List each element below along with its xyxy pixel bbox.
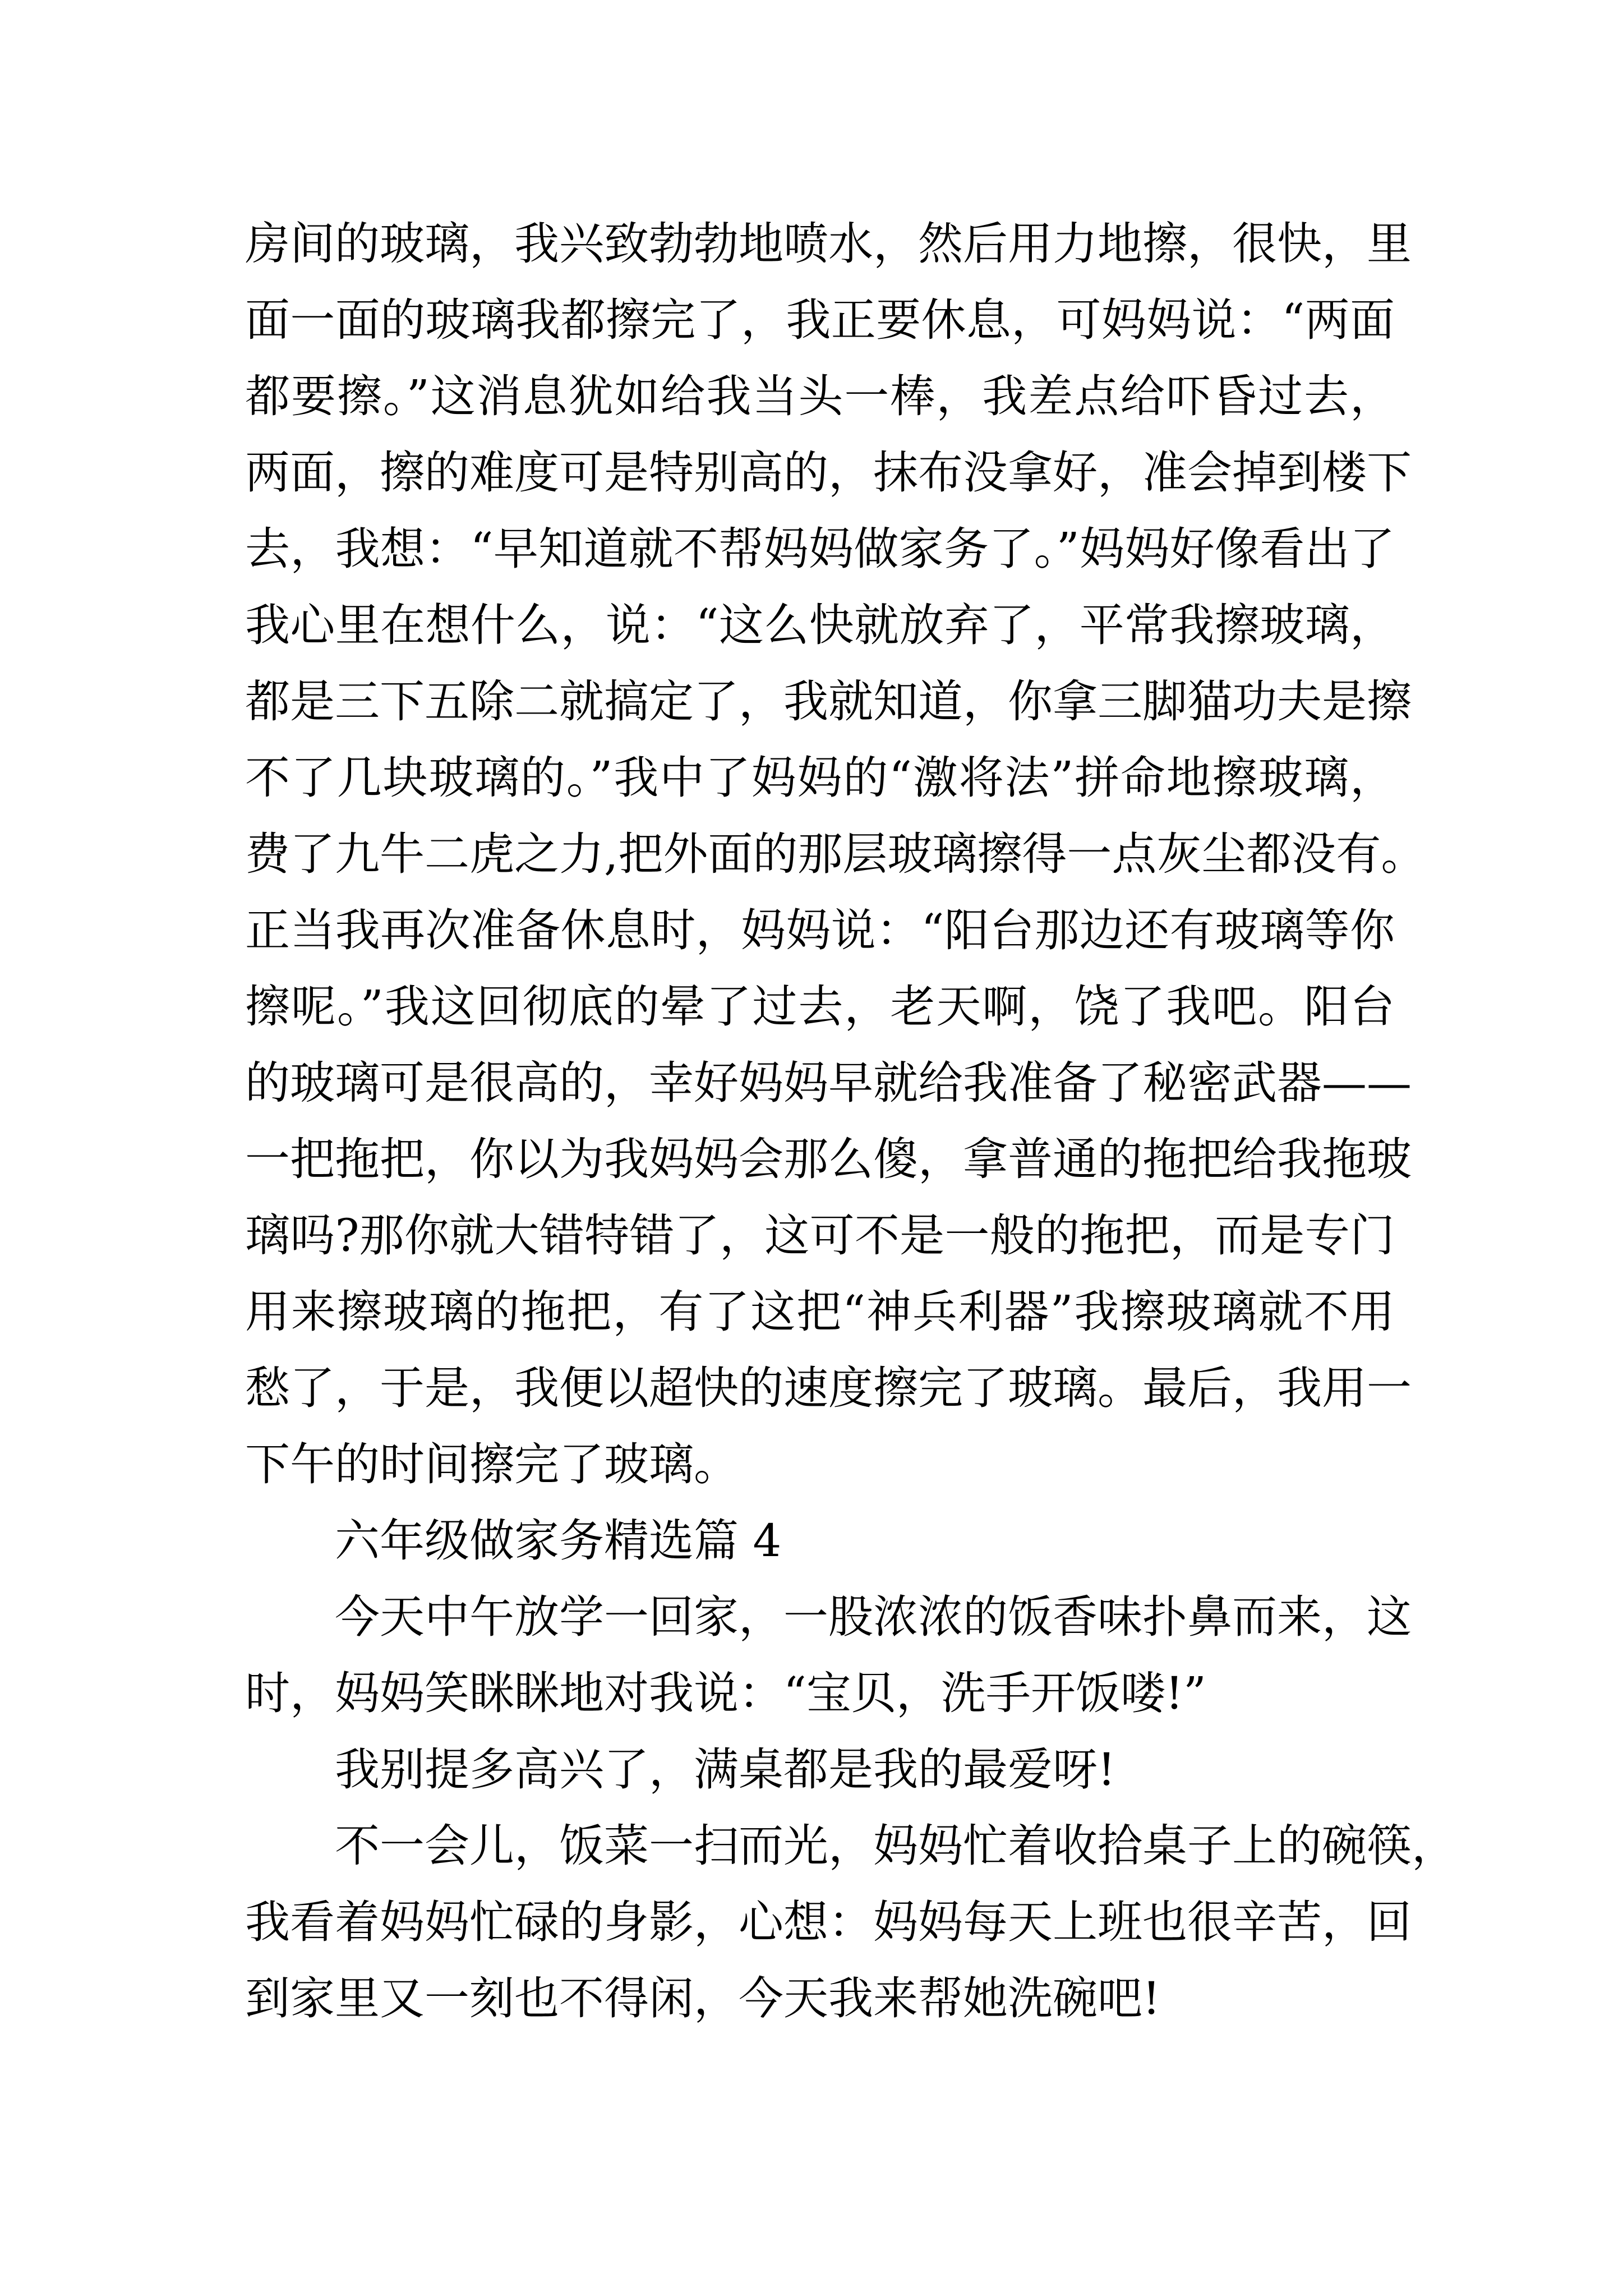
section-heading: 六年级做家务精选篇 4 xyxy=(335,1515,782,1567)
text-line: 正当我再次准备休息时，妈妈说：“阳台那边还有玻璃等你 xyxy=(245,904,1395,956)
text-line: 不一会儿，饭菜一扫而光，妈妈忙着收拾桌子上的碗筷， xyxy=(335,1820,1456,1872)
text-line: 面一面的玻璃我都擦完了，我正要休息，可妈妈说：“两面 xyxy=(245,294,1395,346)
text-line: 不了几块玻璃的。”我中了妈妈的“激将法”拼命地擦玻璃， xyxy=(245,752,1395,804)
text-line: 今天中午放学一回家，一股浓浓的饭香味扑鼻而来，这 xyxy=(335,1591,1412,1643)
text-line: 我别提多高兴了，满桌都是我的最爱呀! xyxy=(335,1743,1116,1796)
text-line: 我心里在想什么，说：“这么快就放弃了，平常我擦玻璃， xyxy=(245,599,1395,651)
text-line: 两面，擦的难度可是特别高的，抹布没拿好，准会掉到楼下 xyxy=(245,447,1412,499)
text-line: 到家里又一刻也不得闲，今天我来帮她洗碗吧! xyxy=(245,1972,1161,2024)
text-line: 房间的玻璃，我兴致勃勃地喷水，然后用力地擦，很快，里 xyxy=(245,218,1412,270)
text-line: 时，妈妈笑眯眯地对我说：“宝贝，洗手开饭喽!” xyxy=(245,1667,1206,1719)
text-line: 我看着妈妈忙碌的身影，心想：妈妈每天上班也很辛苦，回 xyxy=(245,1896,1412,1948)
text-line: 都要擦。”这消息犹如给我当头一棒，我差点给吓昏过去， xyxy=(245,370,1395,422)
text-line: 的玻璃可是很高的，幸好妈妈早就给我准备了秘密武器—— xyxy=(245,1057,1412,1109)
text-line: 璃吗?那你就大错特错了，这可不是一般的拖把，而是专门 xyxy=(245,1209,1395,1262)
text-line: 擦呢。”我这回彻底的晕了过去，老天啊，饶了我吧。阳台 xyxy=(245,981,1395,1033)
text-line: 一把拖把，你以为我妈妈会那么傻，拿普通的拖把给我拖玻 xyxy=(245,1133,1412,1185)
document-body xyxy=(245,206,1456,2037)
text-line: 愁了，于是，我便以超快的速度擦完了玻璃。最后，我用一 xyxy=(245,1362,1412,1414)
text-line: 用来擦玻璃的拖把，有了这把“神兵利器”我擦玻璃就不用 xyxy=(245,1286,1395,1338)
text-line: 下午的时间擦完了玻璃。 xyxy=(245,1438,739,1490)
text-line: 都是三下五除二就搞定了，我就知道，你拿三脚猫功夫是擦 xyxy=(245,675,1412,728)
text-line: 去，我想：“早知道就不帮妈妈做家务了。”妈妈好像看出了 xyxy=(245,523,1395,575)
text-line: 费了九牛二虎之力,把外面的那层玻璃擦得一点灰尘都没有。 xyxy=(245,828,1426,880)
